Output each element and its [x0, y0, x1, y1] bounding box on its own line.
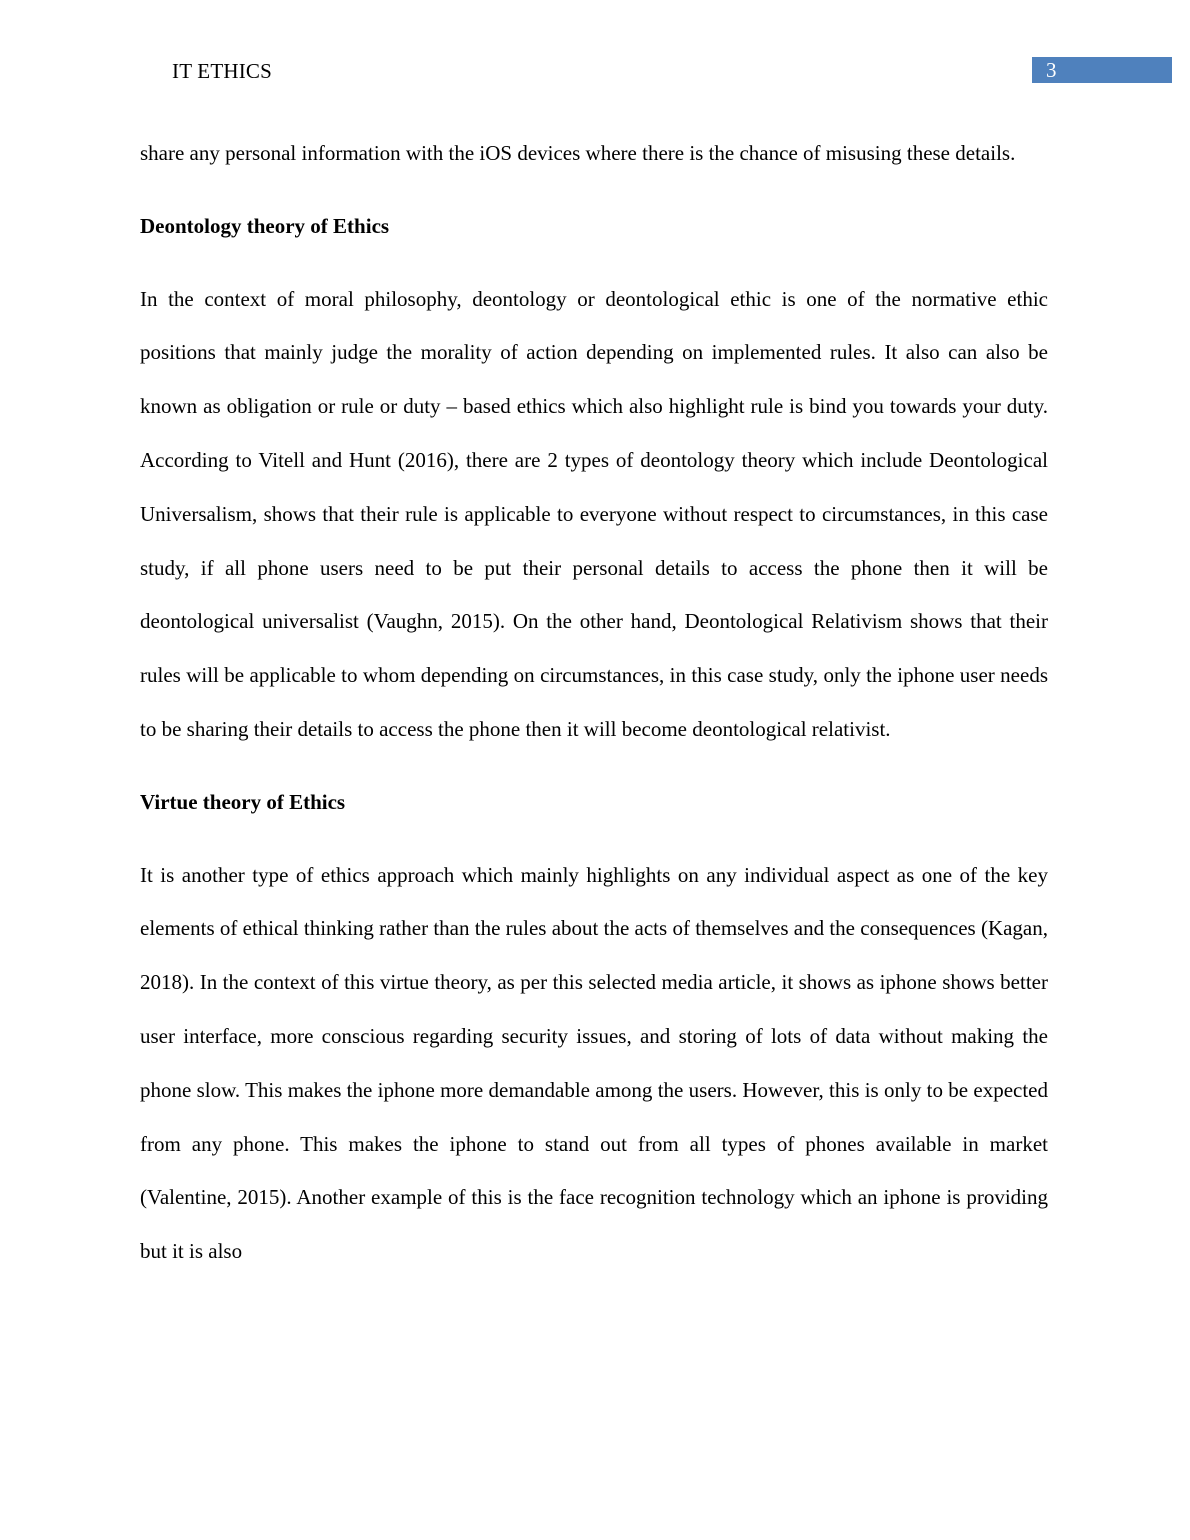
- section-paragraph-deontology: In the context of moral philosophy, deontology or deontological ethic is one of the normative ethic positions that mainly judge the morality of action depending on implemented rules. It also can also be known as obligation or rule or duty – based ethics which also highlight rule is bind you towards your duty. According to Vitell and Hunt (2016), there are 2 types of deontology theory which include Deontological Universalism, shows that their rule is applicable to everyone without respect to circumstances, in this case study, if all phone users need to be put their personal details to access the phone then it will be deontological universalist (Vaughn, 2015). On the other hand, Deontological Relativism shows that their rules will be applicable to whom depending on circumstances, in this case study, only the iphone user needs to be sharing their details to access the phone then it will become deontological relativist.: [140, 286, 1048, 741]
- document-body: [140, 127, 1048, 1279]
- page-number-box: [1032, 57, 1172, 83]
- section-heading-virtue: Virtue theory of Ethics: [140, 789, 346, 814]
- section-paragraph-virtue: It is another type of ethics approach which mainly highlights on any individual aspect as one of the key elements of ethical thinking rather than the rules about the acts of themselves and the consequences (Kagan, 2018). In the context of this virtue theory, as per this selected media article, it shows as iphone shows better user interface, more conscious regarding security issues, and storing of lots of data without making the phone slow. This makes the iphone more demandable among the users. However, this is only to be expected from any phone. This makes the iphone to stand out from all types of phones available in market (Valentine, 2015). Another example of this is the face recognition technology which an iphone is providing but it is also: [140, 862, 1048, 1264]
- intro-paragraph: share any personal information with the iOS devices where there is the chance of misusing these details.: [140, 141, 1016, 165]
- page-number: 3: [1046, 58, 1057, 82]
- running-header-title: IT ETHICS: [172, 59, 272, 83]
- section-heading-deontology: Deontology theory of Ethics: [140, 213, 390, 238]
